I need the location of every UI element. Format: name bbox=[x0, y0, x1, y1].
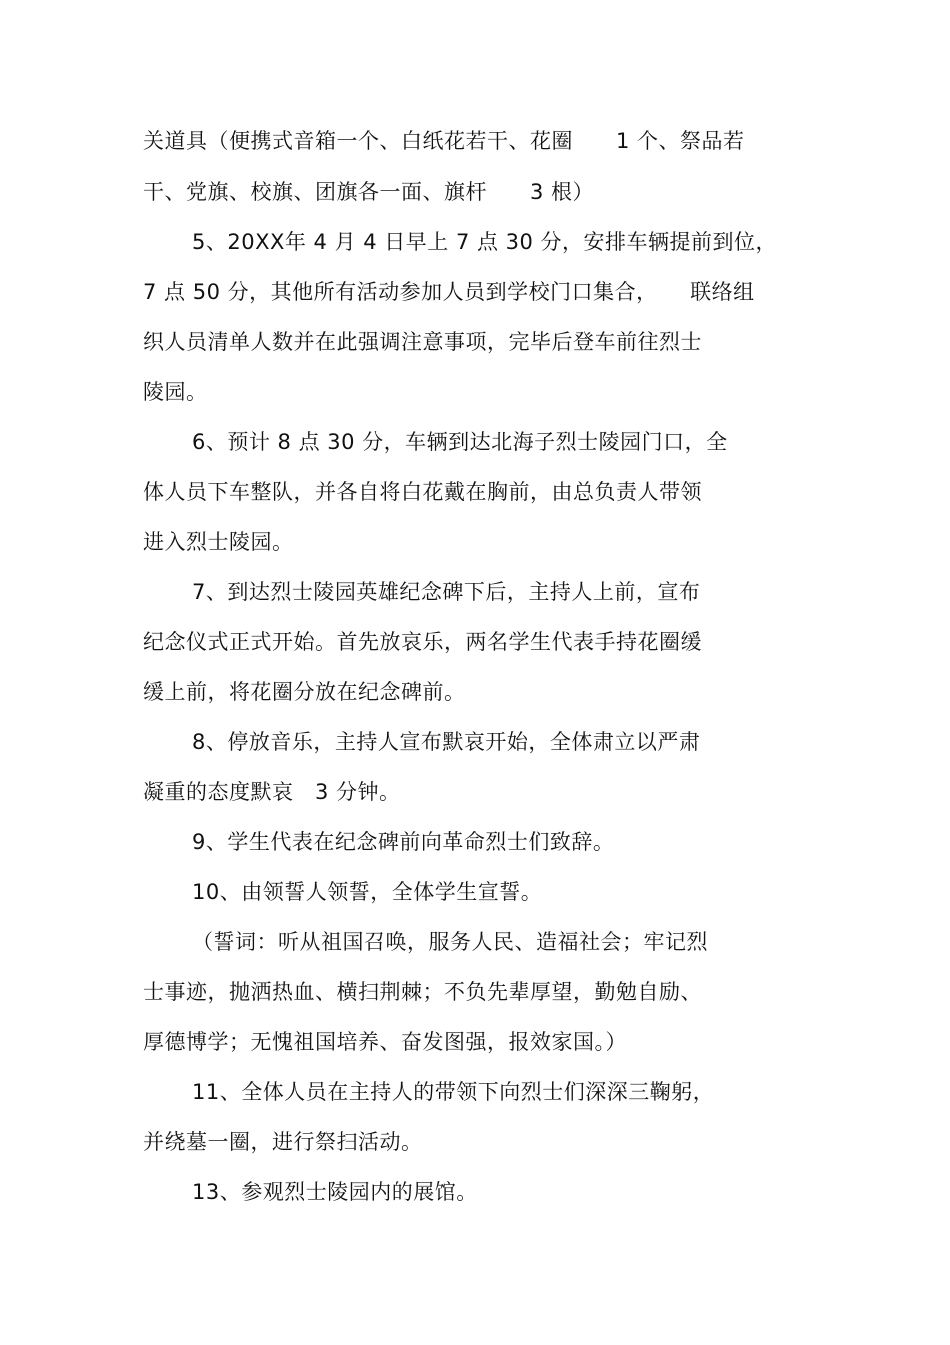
text-line: 5、20XX年 4 月 4 日早上 7 点 30 分，安排车辆提前到位， bbox=[192, 230, 778, 254]
text-line: 9、学生代表在纪念碑前向革命烈士们致辞。 bbox=[192, 830, 615, 854]
text-line: 纪念仪式正式开始。首先放哀乐，两名学生代表手持花圈缓 bbox=[143, 630, 702, 654]
text-line: 进入烈士陵园。 bbox=[143, 530, 294, 554]
text-line: 体人员下车整队，并各自将白花戴在胸前，由总负责人带领 bbox=[143, 480, 702, 504]
text-line: 10、由领誓人领誓，全体学生宣誓。 bbox=[192, 880, 543, 904]
text-line: 士事迹，抛洒热血、横扫荆棘；不负先辈厚望，勤勉自励、 bbox=[143, 980, 702, 1004]
text-line: 7、到达烈士陵园英雄纪念碑下后，主持人上前，宣布 bbox=[192, 580, 701, 604]
text-line: 织人员清单人数并在此强调注意事项，完毕后登车前往烈士 bbox=[143, 330, 702, 354]
text-line: （誓词：听从祖国召唤，服务人民、造福社会；牢记烈 bbox=[192, 930, 708, 954]
text-line: 7 点 50 分，其他所有活动参加人员到学校门口集合， 联络组 bbox=[143, 280, 755, 304]
text-line: 13、参观烈士陵园内的展馆。 bbox=[192, 1180, 478, 1204]
text-line: 凝重的态度默哀 3 分钟。 bbox=[143, 780, 401, 804]
text-line: 缓上前，将花圈分放在纪念碑前。 bbox=[143, 680, 466, 704]
text-line: 6、预计 8 点 30 分，车辆到达北海子烈士陵园门口，全 bbox=[192, 430, 728, 454]
text-line: 厚德博学；无愧祖国培养、奋发图强，报效家国。） bbox=[143, 1030, 627, 1054]
text-line: 干、党旗、校旗、团旗各一面、旗杆 3 根） bbox=[143, 180, 595, 204]
text-line: 11、全体人员在主持人的带领下向烈士们深深三鞠躬， bbox=[192, 1080, 715, 1104]
text-line: 8、停放音乐，主持人宣布默哀开始，全体肃立以严肃 bbox=[192, 730, 701, 754]
text-line: 陵园。 bbox=[143, 380, 208, 404]
text-line: 关道具（便携式音箱一个、白纸花若干、花圈 1 个、祭品若 bbox=[143, 129, 745, 153]
text-line: 并绕墓一圈，进行祭扫活动。 bbox=[143, 1130, 423, 1154]
